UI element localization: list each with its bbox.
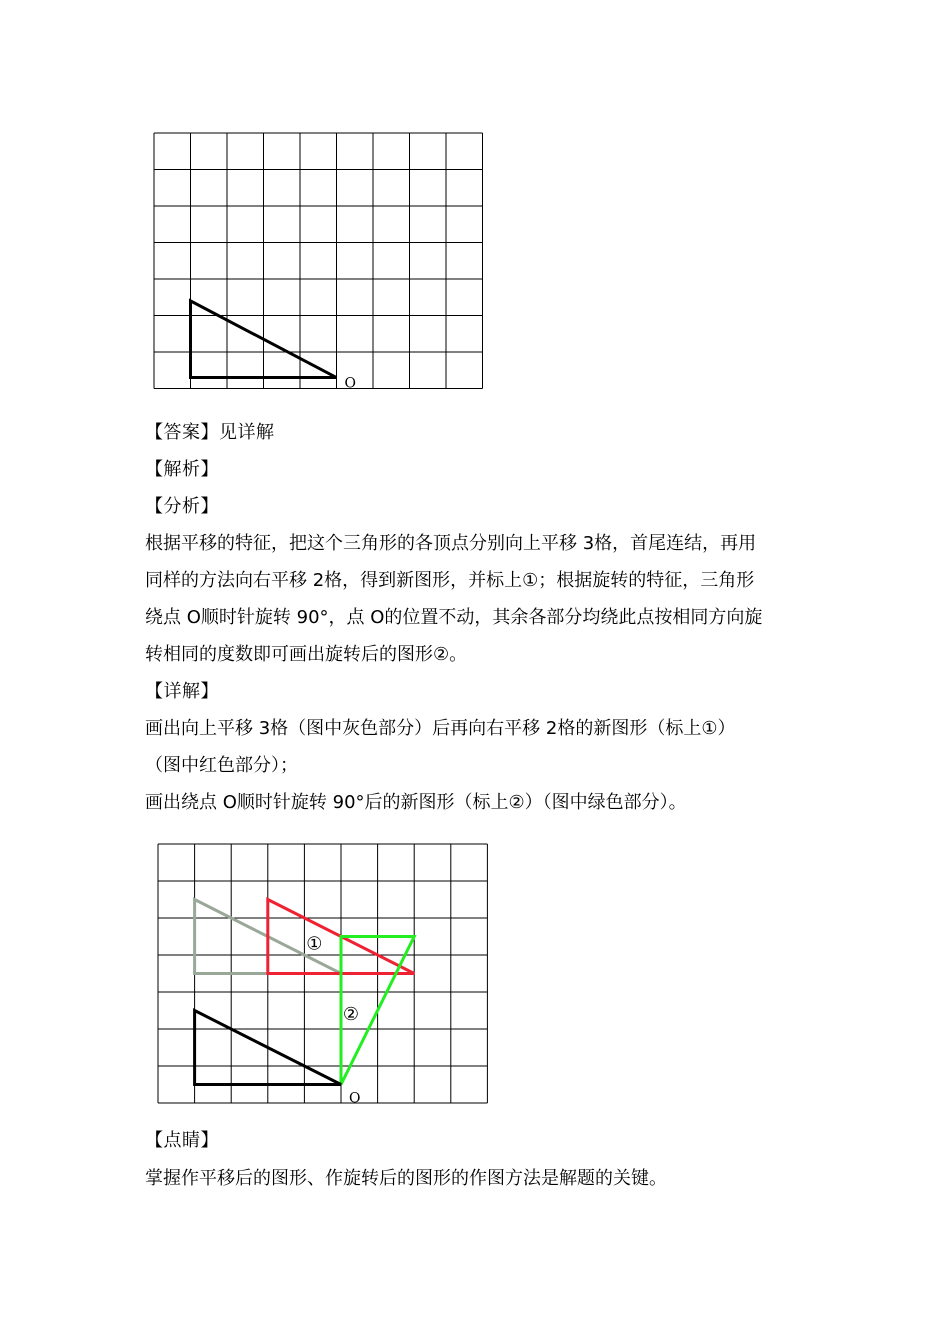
fenxi-line-1: 根据平移的特征，把这个三角形的各顶点分别向上平移 3格，首尾连结，再用 (145, 533, 757, 554)
fenxi-line-2: 同样的方法向右平移 2格，得到新图形，并标上①；根据旋转的特征，三角形 (145, 570, 755, 591)
grid-figure-answer (152, 838, 497, 1108)
point-o-label: O (349, 1090, 361, 1107)
label-1: ① (306, 933, 323, 955)
answer-line: 【答案】见详解 (145, 422, 275, 443)
fenxi-heading: 【分析】 (145, 496, 219, 517)
dianjing-heading: 【点睛】 (145, 1130, 219, 1151)
detail-line-3: 画出绕点 O顺时针旋转 90°后的新图形（标上②）（图中绿色部分）。 (145, 792, 687, 813)
dianjing-line: 掌握作平移后的图形、作旋转后的图形的作图方法是解题的关键。 (145, 1168, 667, 1189)
fenxi-line-4: 转相同的度数即可画出旋转后的图形②。 (145, 644, 468, 665)
grid-lines (154, 133, 483, 389)
detail-line-1: 画出向上平移 3格（图中灰色部分）后再向右平移 2格的新图形（标上①） (145, 718, 736, 739)
point-o-label: O (344, 375, 356, 392)
label-2: ② (342, 1003, 359, 1025)
detail-heading: 【详解】 (145, 681, 219, 702)
detail-line-2: （图中红色部分）； (145, 755, 298, 776)
fenxi-line-3: 绕点 O顺时针旋转 90°，点 O的位置不动，其余各部分均绕此点按相同方向旋 (145, 607, 763, 628)
analysis-heading: 【解析】 (145, 459, 219, 480)
grid-figure-original (150, 128, 490, 398)
